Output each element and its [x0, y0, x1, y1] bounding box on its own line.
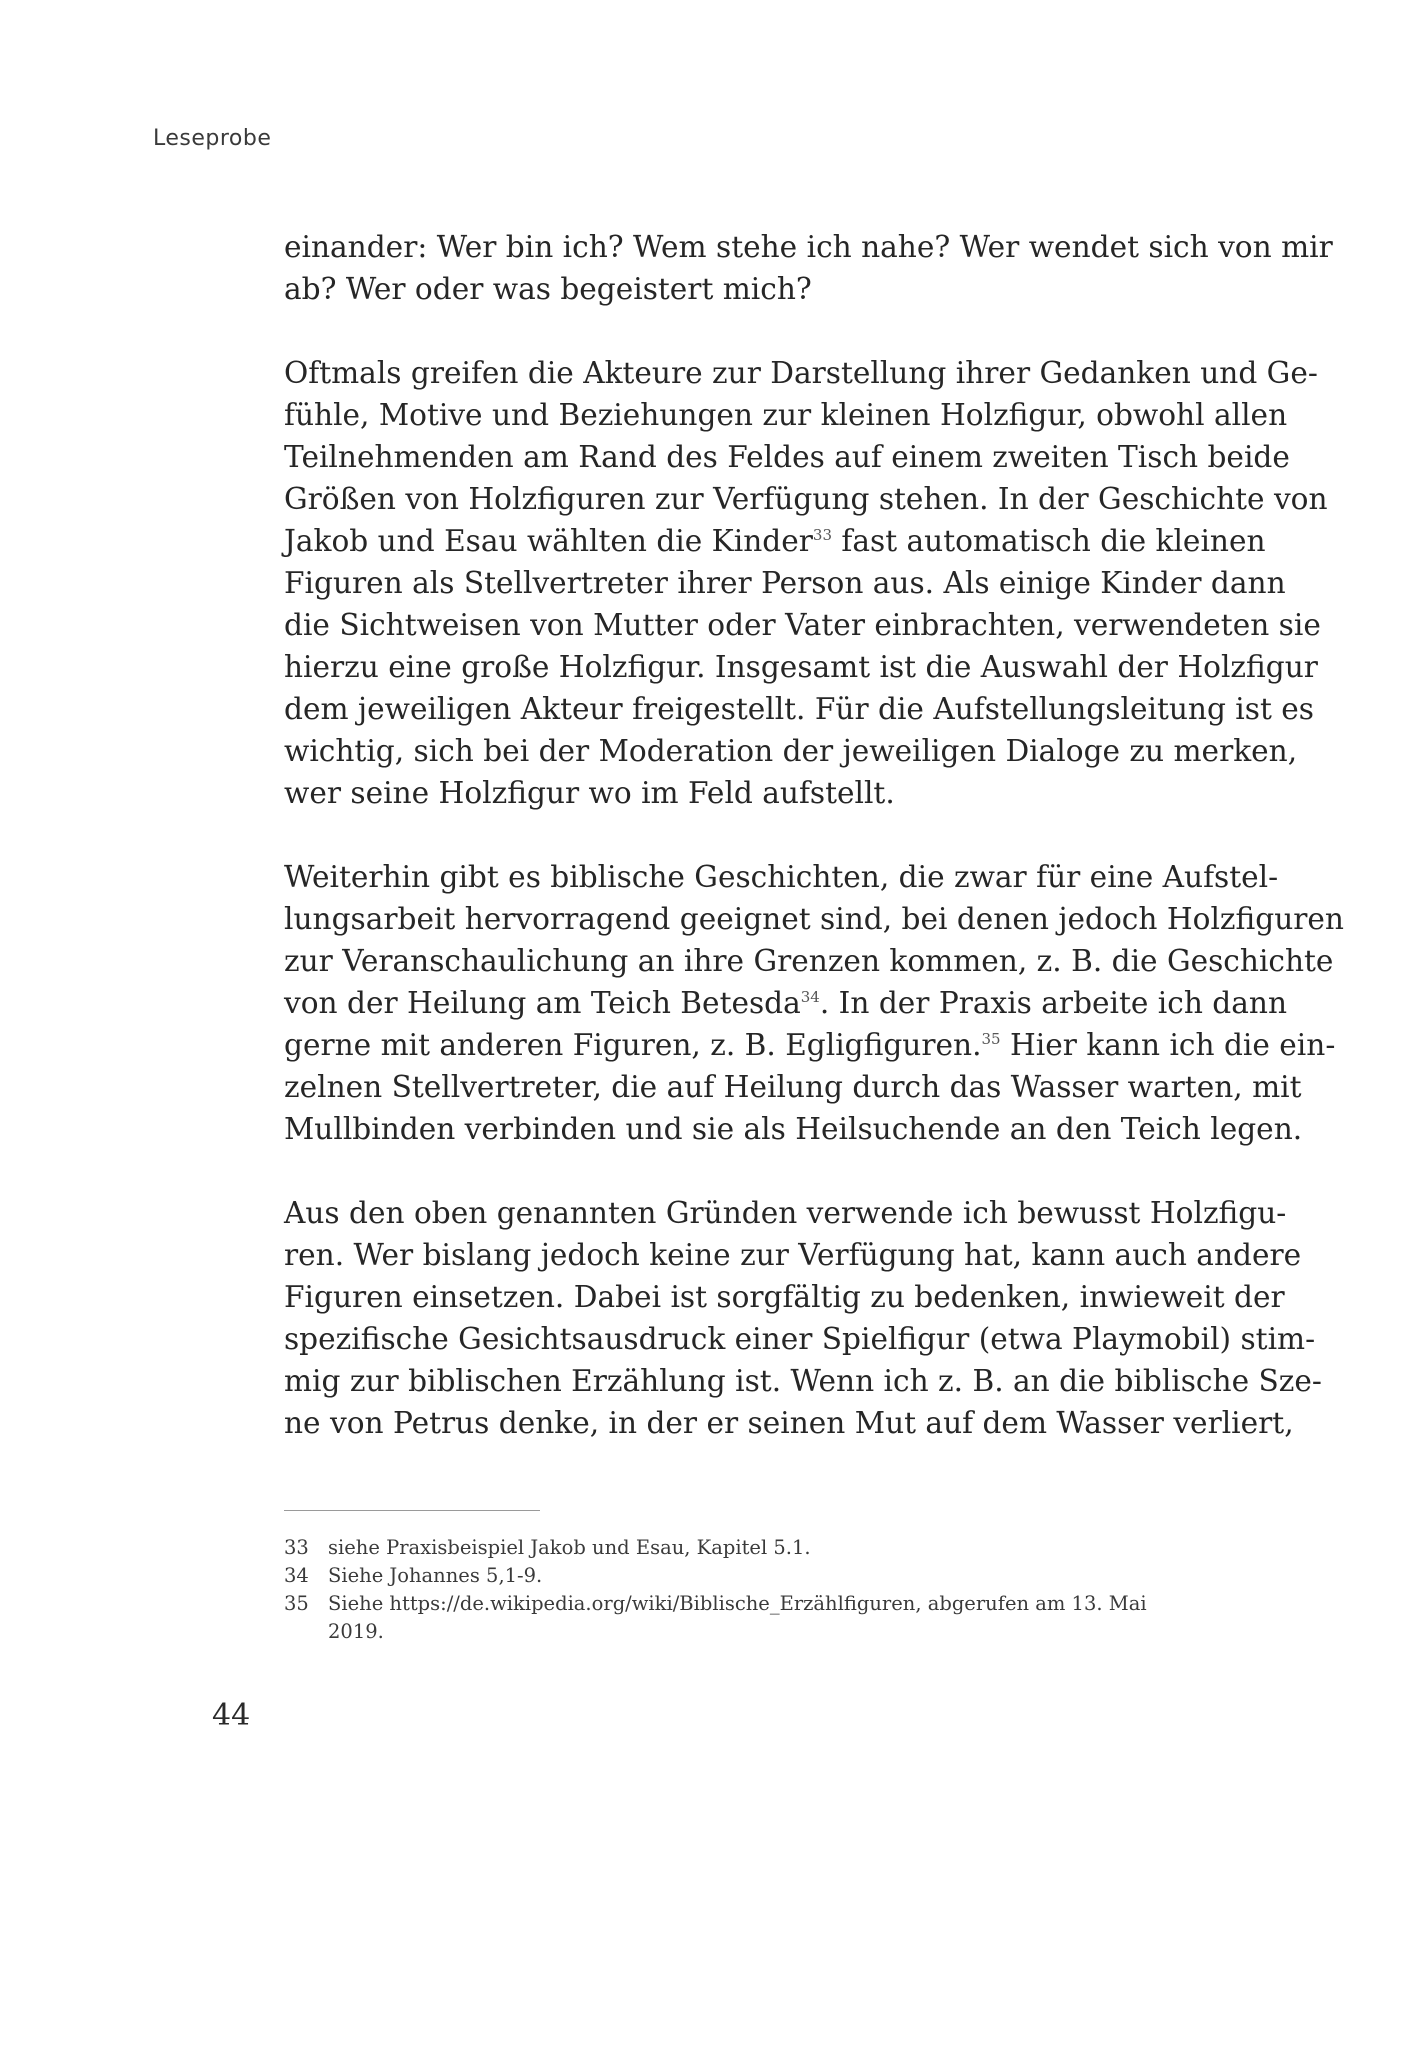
footnote-number: 35	[284, 1592, 309, 1615]
text-line: ab? Wer oder was begeistert mich?	[284, 272, 812, 306]
footnote	[284, 1562, 1196, 1590]
text-line: Größen von Holzfiguren zur Verfügung stehen. In der Geschichte von	[284, 482, 1328, 516]
paragraph	[284, 856, 1344, 1150]
text-line: mig zur biblischen Erzählung ist. Wenn ich z. B. an die biblische Sze-	[284, 1364, 1322, 1398]
text-line: Mullbinden verbinden und sie als Heilsuchende an den Teich legen.	[284, 1112, 1303, 1146]
footnotes	[284, 1534, 1196, 1646]
paragraph	[284, 352, 1328, 814]
text-line: einander: Wer bin ich? Wem stehe ich nahe? Wer wendet sich von mir	[284, 230, 1333, 264]
paragraph	[284, 226, 1333, 310]
text-line: hierzu eine große Holzfigur. Insgesamt ist die Auswahl der Holzfigur	[284, 650, 1318, 684]
footnote-text: Siehe https://de.wikipedia.org/wiki/Biblische_Erzählfiguren, abgerufen am 13. Mai 2019.	[328, 1592, 1147, 1643]
text-line: die Sichtweisen von Mutter oder Vater einbrachten, verwendeten sie	[284, 608, 1321, 642]
text-line: gerne mit anderen Figuren, z. B. Egligfiguren.$^{35}$ Hier kann ich die ein-	[284, 1028, 1336, 1062]
footnote	[284, 1590, 1196, 1646]
text-line: Figuren als Stellvertreter ihrer Person aus. Als einige Kinder dann	[284, 566, 1286, 600]
footnote-number: 33	[284, 1536, 309, 1559]
paragraph	[284, 1192, 1322, 1444]
text-line: Aus den oben genannten Gründen verwende ich bewusst Holzfigu-	[284, 1196, 1287, 1230]
text-line: fühle, Motive und Beziehungen zur kleinen Holzfigur, obwohl allen	[284, 398, 1288, 432]
text-line: ne von Petrus denke, in der er seinen Mut auf dem Wasser verliert,	[284, 1406, 1294, 1440]
footnote-text: siehe Praxisbeispiel Jakob und Esau, Kapitel 5.1.	[328, 1536, 811, 1559]
page-number: 44	[212, 1698, 251, 1733]
text-line: Weiterhin gibt es biblische Geschichten, die zwar für eine Aufstel-	[284, 860, 1279, 894]
footnote-text: Siehe Johannes 5,1-9.	[328, 1564, 543, 1587]
footnote-number: 34	[284, 1564, 309, 1587]
text-line: spezifische Gesichtsausdruck einer Spielfigur (etwa Playmobil) stim-	[284, 1322, 1316, 1356]
text-line: wichtig, sich bei der Moderation der jeweiligen Dialoge zu merken,	[284, 734, 1298, 768]
text-line: Jakob und Esau wählten die Kinder$^{33}$ fast automatisch die kleinen	[284, 524, 1266, 558]
text-line: dem jeweiligen Akteur freigestellt. Für die Aufstellungsleitung ist es	[284, 692, 1314, 726]
body-text	[284, 226, 1344, 1486]
text-line: zelnen Stellvertreter, die auf Heilung durch das Wasser warten, mit	[284, 1070, 1302, 1104]
text-line: lungsarbeit hervorragend geeignet sind, bei denen jedoch Holzfiguren	[284, 902, 1344, 936]
text-line: Figuren einsetzen. Dabei ist sorgfältig zu bedenken, inwieweit der	[284, 1280, 1285, 1314]
text-line: von der Heilung am Teich Betesda$^{34}$. In der Praxis arbeite ich dann	[284, 986, 1288, 1020]
footnote	[284, 1534, 1196, 1562]
running-header: Leseprobe	[153, 126, 272, 151]
footnote-reference: 35	[981, 1030, 1001, 1048]
footnote-divider	[284, 1510, 540, 1511]
text-line: ren. Wer bislang jedoch keine zur Verfügung hat, kann auch andere	[284, 1238, 1302, 1272]
footnote-reference: 33	[812, 526, 833, 544]
footnote-reference: 34	[800, 988, 820, 1006]
text-line: Oftmals greifen die Akteure zur Darstellung ihrer Gedanken und Ge-	[284, 356, 1318, 390]
text-line: wer seine Holzfigur wo im Feld aufstellt.	[284, 776, 895, 810]
text-line: zur Veranschaulichung an ihre Grenzen kommen, z. B. die Geschichte	[284, 944, 1334, 978]
text-line: Teilnehmenden am Rand des Feldes auf einem zweiten Tisch beide	[284, 440, 1290, 474]
